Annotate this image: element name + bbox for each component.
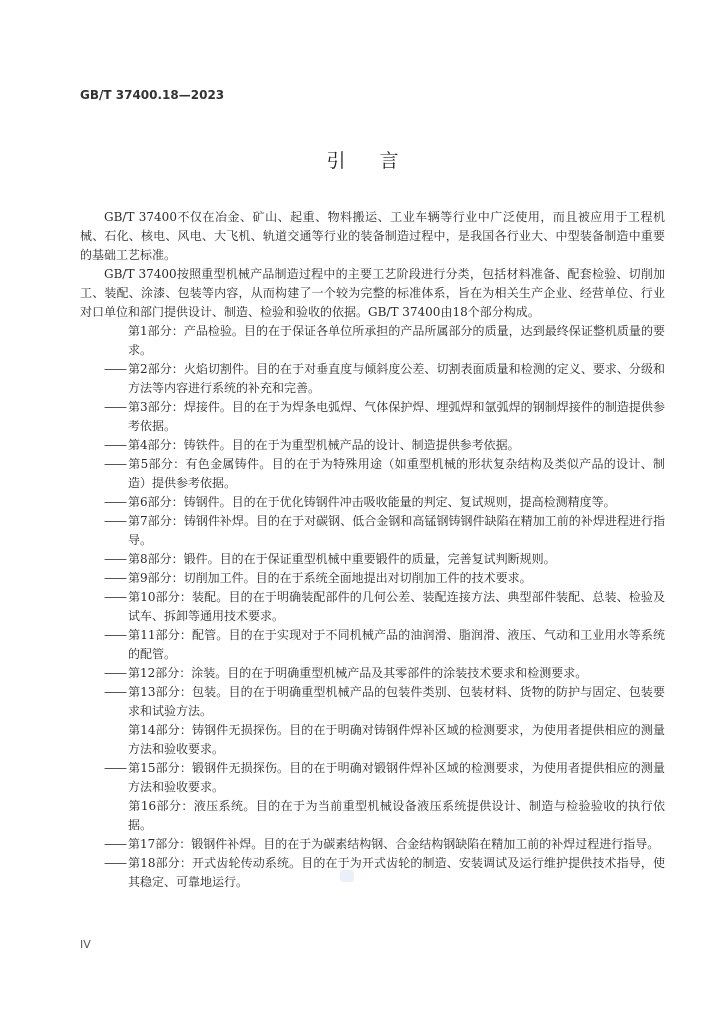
- list-item: [80, 797, 665, 835]
- list-dash: ——: [104, 457, 126, 471]
- list-item: [80, 322, 665, 360]
- list-item-text: 第14部分：铸钢件无损探伤。目的在于明确对铸钢件焊补区域的检测要求，为使用者提供相应的测量方法和验收要求。: [128, 723, 665, 756]
- list-item-text: 第16部分：液压系统。目的在于为当前重型机械设备液压系统提供设计、制造与检验验收的执行依据。: [128, 799, 665, 832]
- list-item-text: 第8部分：锻件。目的在于保证重型机械中重要锻件的质量，完善复试判断规则。: [128, 552, 556, 566]
- list-item: [80, 683, 665, 721]
- list-item: [80, 588, 665, 626]
- list-dash: ——: [104, 362, 126, 376]
- page-title: 引言: [326, 150, 433, 172]
- list-item: [80, 721, 665, 759]
- list-item: [80, 436, 665, 455]
- document-body: [80, 208, 665, 892]
- list-item-text: 第5部分：有色金属铸件。目的在于为特殊用途（如重型机械的形状复杂结构及类似产品的设计、制造）提供参考依据。: [128, 457, 665, 490]
- list-item: [80, 569, 665, 588]
- intro-paragraph: GB/T 37400不仅在冶金、矿山、起重、物料搬运、工业车辆等行业中广泛使用，而且被应用于工程机械、石化、核电、风电、大飞机、轨道交通等行业的装备制造过程中，是我国各行业大、中型装备制造中重要的基础工艺标准。: [80, 210, 665, 262]
- list-item-text: 第12部分：涂装。目的在于明确重型机械产品及其零部件的涂装技术要求和检测要求。: [128, 666, 588, 680]
- list-item: [80, 493, 665, 512]
- list-dash: ——: [104, 552, 126, 566]
- list-item: [80, 759, 665, 797]
- list-item-text: 第15部分：锻钢件无损探伤。目的在于明确对锻钢件焊补区域的检测要求，为使用者提供相应的测量方法和验收要求。: [128, 761, 665, 794]
- list-item-text: 第13部分：包装。目的在于明确重型机械产品的包装件类别、包装材料、货物的防护与固定、包装要求和试验方法。: [128, 685, 665, 718]
- list-item: [80, 664, 665, 683]
- list-dash: ——: [104, 761, 126, 775]
- list-item: [80, 550, 665, 569]
- list-item-text: 第11部分：配管。目的在于实现对于不同机械产品的油润滑、脂润滑、液压、气动和工业用水等系统的配管。: [128, 628, 665, 661]
- list-item: [80, 854, 665, 892]
- list-item-text: 第17部分：锻钢件补焊。目的在于为碳素结构钢、合金结构钢缺陷在精加工前的补焊过程进行指导。: [128, 837, 660, 851]
- list-dash: ——: [104, 685, 126, 699]
- list-item: [80, 835, 665, 854]
- list-item-text: 第10部分：装配。目的在于明确装配部件的几何公差、装配连接方法、典型部件装配、总装、检验及试车、拆卸等通用技术要求。: [128, 590, 665, 623]
- list-item-text: 第9部分：切削加工件。目的在于系统全面地提出对切削加工件的技术要求。: [128, 571, 532, 585]
- standard-number-header: GB/T 37400.18—2023: [80, 88, 225, 102]
- list-item-text: 第18部分：开式齿轮传动系统。目的在于为开式齿轮的制造、安装调试及运行维护提供技术指导，使其稳定、可靠地运行。: [128, 856, 665, 889]
- list-dash: ——: [104, 514, 126, 528]
- list-item: [80, 455, 665, 493]
- list-item-text: 第3部分：焊接件。目的在于为焊条电弧焊、气体保护焊、埋弧焊和氩弧焊的钢制焊接件的制造提供参考依据。: [128, 400, 665, 433]
- list-item: [80, 512, 665, 550]
- list-dash: ——: [104, 856, 126, 870]
- intro-paragraph: GB/T 37400按照重型机械产品制造过程中的主要工艺阶段进行分类，包括材料准备、配套检验、切削加工、装配、涂漆、包装等内容，从而构建了一个较为完整的标准体系，旨在为相关生产企业、经营单位、行业对口单位和部门提供设计、制造、检验和验收的依据。GB/T 37400由18个部分构成。: [80, 267, 665, 319]
- list-dash: ——: [104, 628, 126, 642]
- list-dash: ——: [104, 438, 126, 452]
- list-dash: ——: [104, 400, 126, 414]
- list-item: [80, 398, 665, 436]
- list-item-text: 第2部分：火焰切割件。目的在于对垂直度与倾斜度公差、切割表面质量和检测的定义、要求、分级和方法等内容进行系统的补充和完善。: [128, 362, 665, 395]
- list-item-text: 第1部分：产品检验。目的在于保证各单位所承担的产品所属部分的质量，达到最终保证整机质量的要求。: [128, 324, 665, 357]
- list-item: [80, 626, 665, 664]
- list-dash: ——: [104, 837, 126, 851]
- list-dash: ——: [104, 571, 126, 585]
- list-item: [80, 360, 665, 398]
- list-dash: ——: [104, 495, 126, 509]
- list-item-text: 第4部分：铸铁件。目的在于为重型机械产品的设计、制造提供参考依据。: [128, 438, 520, 452]
- list-dash: ——: [104, 666, 126, 680]
- list-item-text: 第7部分：铸钢件补焊。目的在于对碳钢、低合金钢和高锰钢铸钢件缺陷在精加工前的补焊进程进行指导。: [128, 514, 665, 547]
- list-dash: ——: [104, 590, 126, 604]
- page-number: IV: [80, 938, 91, 951]
- parts-list: [80, 322, 665, 892]
- watermark-logo: [340, 870, 354, 882]
- list-item-text: 第6部分：铸钢件。目的在于优化铸钢件冲击吸收能量的判定、复试规则，提高检测精度等。: [128, 495, 616, 509]
